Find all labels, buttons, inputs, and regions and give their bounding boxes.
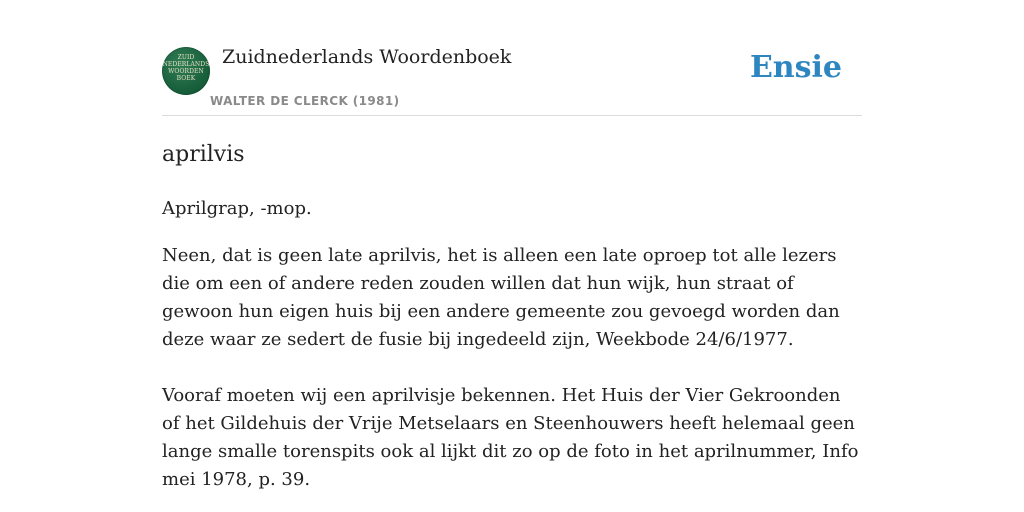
dictionary-title-link[interactable]: Zuidnederlands Woordenboek	[222, 46, 512, 68]
entry-example: Vooraf moeten wij een aprilvisje bekennen. Het Huis der Vier Gekroonden of het Gildehuis der Vrije Metselaars en Steenhouwers heeft helemaal geen lange smalle torenspits ook al lijkt dit zo op de foto in het aprilnummer, Info mei 1978, p. 39.	[162, 385, 859, 490]
logo-line: ZUID	[177, 54, 195, 61]
dictionary-logo[interactable]	[162, 47, 210, 95]
dictionary-header	[162, 40, 862, 116]
logo-text	[162, 54, 210, 82]
entry-headword: aprilvis	[162, 142, 245, 167]
logo-line: NEDERLANDS	[162, 61, 210, 68]
entry-example: Neen, dat is geen late aprilvis, het is alleen een late oproep tot alle lezers die om een of andere reden zouden willen dat hun wijk, hun straat of gewoon hun eigen huis bij een andere gemeente zou gevoegd worden dan deze waar ze sedert de fusie bij ingedeeld zijn, Weekbode 24/6/1977.	[162, 245, 840, 350]
entry-definition: Aprilgrap, -mop.	[162, 198, 312, 219]
dictionary-author: WALTER DE CLERCK (1981)	[210, 94, 400, 108]
ensie-logo-link[interactable]: Ensie	[749, 50, 842, 85]
logo-line: BOEK	[176, 75, 196, 82]
logo-line: WOORDEN	[168, 68, 204, 75]
entry-content	[162, 140, 862, 494]
